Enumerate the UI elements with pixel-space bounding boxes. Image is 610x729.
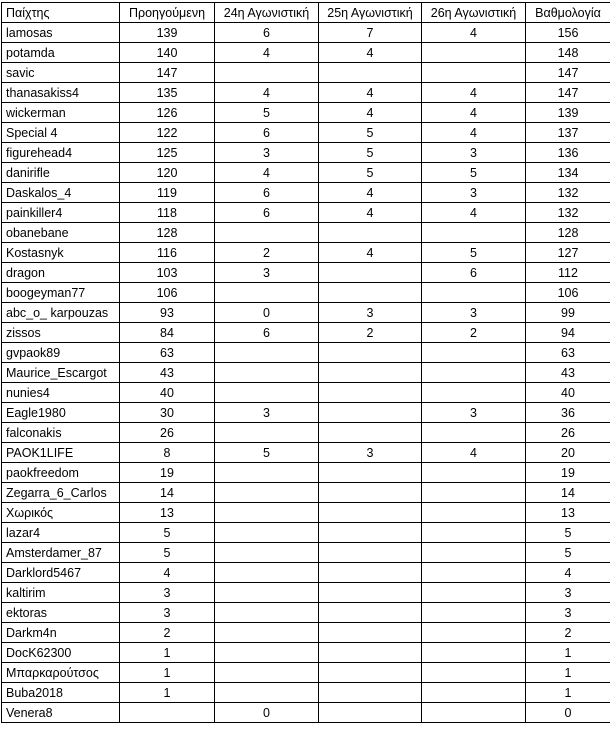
player-cell: Χωρικός bbox=[2, 503, 120, 523]
previous-cell: 120 bbox=[120, 163, 215, 183]
table-row bbox=[2, 103, 610, 123]
round-25-cell bbox=[319, 463, 422, 483]
score-cell: 5 bbox=[526, 543, 610, 563]
round-26-cell: 4 bbox=[422, 443, 526, 463]
table-row bbox=[2, 663, 610, 683]
table-row bbox=[2, 403, 610, 423]
round-25-cell: 4 bbox=[319, 83, 422, 103]
player-cell: wickerman bbox=[2, 103, 120, 123]
previous-cell: 1 bbox=[120, 683, 215, 703]
previous-cell: 125 bbox=[120, 143, 215, 163]
player-cell: Darklord5467 bbox=[2, 563, 120, 583]
round-24-cell bbox=[215, 583, 319, 603]
round-26-cell bbox=[422, 683, 526, 703]
previous-cell: 5 bbox=[120, 543, 215, 563]
round-26-cell: 3 bbox=[422, 403, 526, 423]
round-26-cell bbox=[422, 563, 526, 583]
player-cell: dragon bbox=[2, 263, 120, 283]
score-cell: 20 bbox=[526, 443, 610, 463]
previous-cell: 119 bbox=[120, 183, 215, 203]
score-cell: 40 bbox=[526, 383, 610, 403]
round-25-cell bbox=[319, 403, 422, 423]
player-cell: savic bbox=[2, 63, 120, 83]
round-26-cell bbox=[422, 423, 526, 443]
previous-cell: 147 bbox=[120, 63, 215, 83]
round-24-cell: 3 bbox=[215, 263, 319, 283]
round-25-cell: 2 bbox=[319, 323, 422, 343]
player-cell: lamosas bbox=[2, 23, 120, 43]
score-cell: 1 bbox=[526, 643, 610, 663]
score-cell: 137 bbox=[526, 123, 610, 143]
score-cell: 147 bbox=[526, 63, 610, 83]
round-24-cell: 6 bbox=[215, 123, 319, 143]
round-24-cell: 4 bbox=[215, 163, 319, 183]
round-26-cell: 4 bbox=[422, 123, 526, 143]
table-row bbox=[2, 623, 610, 643]
header-score: Βαθμολογία bbox=[526, 3, 610, 23]
player-cell: zissos bbox=[2, 323, 120, 343]
round-24-cell bbox=[215, 423, 319, 443]
table-row bbox=[2, 203, 610, 223]
score-cell: 99 bbox=[526, 303, 610, 323]
round-25-cell bbox=[319, 703, 422, 723]
round-26-cell bbox=[422, 523, 526, 543]
header-round-24: 24η Αγωνιστική bbox=[215, 3, 319, 23]
score-cell: 127 bbox=[526, 243, 610, 263]
round-26-cell bbox=[422, 383, 526, 403]
player-cell: Special 4 bbox=[2, 123, 120, 143]
player-cell: Buba2018 bbox=[2, 683, 120, 703]
header-round-25: 25η Αγωνιστική bbox=[319, 3, 422, 23]
table-row bbox=[2, 483, 610, 503]
round-25-cell: 4 bbox=[319, 103, 422, 123]
round-25-cell bbox=[319, 383, 422, 403]
player-cell: falconakis bbox=[2, 423, 120, 443]
previous-cell: 14 bbox=[120, 483, 215, 503]
player-cell: gvpaok89 bbox=[2, 343, 120, 363]
round-24-cell bbox=[215, 343, 319, 363]
score-cell: 5 bbox=[526, 523, 610, 543]
previous-cell: 139 bbox=[120, 23, 215, 43]
table-row bbox=[2, 603, 610, 623]
round-26-cell bbox=[422, 463, 526, 483]
previous-cell: 103 bbox=[120, 263, 215, 283]
round-24-cell: 4 bbox=[215, 83, 319, 103]
round-24-cell: 0 bbox=[215, 703, 319, 723]
previous-cell: 140 bbox=[120, 43, 215, 63]
previous-cell: 3 bbox=[120, 583, 215, 603]
player-cell: paokfreedom bbox=[2, 463, 120, 483]
table-row bbox=[2, 563, 610, 583]
round-25-cell: 5 bbox=[319, 143, 422, 163]
player-cell: Eagle1980 bbox=[2, 403, 120, 423]
table-row bbox=[2, 583, 610, 603]
player-cell: nunies4 bbox=[2, 383, 120, 403]
round-25-cell bbox=[319, 663, 422, 683]
round-26-cell bbox=[422, 43, 526, 63]
table-row bbox=[2, 23, 610, 43]
score-cell: 4 bbox=[526, 563, 610, 583]
round-24-cell bbox=[215, 603, 319, 623]
previous-cell: 13 bbox=[120, 503, 215, 523]
round-24-cell: 6 bbox=[215, 183, 319, 203]
table-body bbox=[2, 23, 610, 723]
round-24-cell bbox=[215, 63, 319, 83]
player-cell: Zegarra_6_Carlos bbox=[2, 483, 120, 503]
round-25-cell bbox=[319, 543, 422, 563]
score-cell: 3 bbox=[526, 583, 610, 603]
round-26-cell: 3 bbox=[422, 143, 526, 163]
score-cell: 132 bbox=[526, 183, 610, 203]
score-cell: 3 bbox=[526, 603, 610, 623]
player-cell: PAOK1LIFE bbox=[2, 443, 120, 463]
score-cell: 14 bbox=[526, 483, 610, 503]
round-24-cell: 0 bbox=[215, 303, 319, 323]
player-cell: boogeyman77 bbox=[2, 283, 120, 303]
round-25-cell: 4 bbox=[319, 183, 422, 203]
round-26-cell bbox=[422, 703, 526, 723]
previous-cell: 106 bbox=[120, 283, 215, 303]
round-26-cell bbox=[422, 343, 526, 363]
score-cell: 106 bbox=[526, 283, 610, 303]
round-24-cell bbox=[215, 463, 319, 483]
round-24-cell bbox=[215, 223, 319, 243]
round-24-cell bbox=[215, 383, 319, 403]
previous-cell: 93 bbox=[120, 303, 215, 323]
previous-cell: 63 bbox=[120, 343, 215, 363]
table-row bbox=[2, 263, 610, 283]
previous-cell: 1 bbox=[120, 643, 215, 663]
round-24-cell bbox=[215, 363, 319, 383]
round-25-cell bbox=[319, 583, 422, 603]
table-row bbox=[2, 463, 610, 483]
round-26-cell bbox=[422, 283, 526, 303]
round-26-cell: 3 bbox=[422, 183, 526, 203]
round-25-cell: 4 bbox=[319, 243, 422, 263]
round-24-cell bbox=[215, 643, 319, 663]
previous-cell: 116 bbox=[120, 243, 215, 263]
score-cell: 112 bbox=[526, 263, 610, 283]
score-cell: 139 bbox=[526, 103, 610, 123]
round-26-cell: 3 bbox=[422, 303, 526, 323]
round-24-cell bbox=[215, 683, 319, 703]
round-26-cell: 6 bbox=[422, 263, 526, 283]
player-cell: Amsterdamer_87 bbox=[2, 543, 120, 563]
header-player: Παίχτης bbox=[2, 3, 120, 23]
round-24-cell bbox=[215, 283, 319, 303]
previous-cell: 3 bbox=[120, 603, 215, 623]
previous-cell: 1 bbox=[120, 663, 215, 683]
table-row bbox=[2, 703, 610, 723]
player-cell: Venera8 bbox=[2, 703, 120, 723]
score-cell: 128 bbox=[526, 223, 610, 243]
round-26-cell bbox=[422, 63, 526, 83]
table-row bbox=[2, 383, 610, 403]
table-row bbox=[2, 423, 610, 443]
round-25-cell: 5 bbox=[319, 123, 422, 143]
round-25-cell bbox=[319, 503, 422, 523]
table-row bbox=[2, 123, 610, 143]
previous-cell: 43 bbox=[120, 363, 215, 383]
player-cell: DocK62300 bbox=[2, 643, 120, 663]
previous-cell: 5 bbox=[120, 523, 215, 543]
round-24-cell: 6 bbox=[215, 23, 319, 43]
round-24-cell: 3 bbox=[215, 143, 319, 163]
round-26-cell bbox=[422, 583, 526, 603]
round-26-cell: 4 bbox=[422, 23, 526, 43]
table-row bbox=[2, 143, 610, 163]
round-25-cell: 3 bbox=[319, 443, 422, 463]
round-26-cell bbox=[422, 363, 526, 383]
previous-cell: 118 bbox=[120, 203, 215, 223]
player-cell: obanebane bbox=[2, 223, 120, 243]
player-cell: Μπαρκαρούτσος bbox=[2, 663, 120, 683]
score-cell: 26 bbox=[526, 423, 610, 443]
round-26-cell bbox=[422, 603, 526, 623]
previous-cell: 126 bbox=[120, 103, 215, 123]
score-cell: 156 bbox=[526, 23, 610, 43]
round-25-cell bbox=[319, 563, 422, 583]
round-25-cell bbox=[319, 643, 422, 663]
round-26-cell: 5 bbox=[422, 243, 526, 263]
round-24-cell: 2 bbox=[215, 243, 319, 263]
round-26-cell bbox=[422, 543, 526, 563]
table-row bbox=[2, 63, 610, 83]
table-row bbox=[2, 503, 610, 523]
round-26-cell: 4 bbox=[422, 103, 526, 123]
round-25-cell: 5 bbox=[319, 163, 422, 183]
previous-cell: 19 bbox=[120, 463, 215, 483]
round-24-cell bbox=[215, 623, 319, 643]
player-cell: potamda bbox=[2, 43, 120, 63]
round-24-cell bbox=[215, 483, 319, 503]
score-cell: 132 bbox=[526, 203, 610, 223]
round-26-cell: 2 bbox=[422, 323, 526, 343]
round-25-cell: 7 bbox=[319, 23, 422, 43]
round-25-cell: 4 bbox=[319, 43, 422, 63]
previous-cell: 122 bbox=[120, 123, 215, 143]
round-25-cell bbox=[319, 223, 422, 243]
table-row bbox=[2, 543, 610, 563]
round-24-cell bbox=[215, 663, 319, 683]
round-25-cell bbox=[319, 63, 422, 83]
player-cell: kaltirim bbox=[2, 583, 120, 603]
round-24-cell: 3 bbox=[215, 403, 319, 423]
score-cell: 1 bbox=[526, 663, 610, 683]
round-25-cell bbox=[319, 283, 422, 303]
previous-cell: 135 bbox=[120, 83, 215, 103]
score-cell: 2 bbox=[526, 623, 610, 643]
table-row bbox=[2, 323, 610, 343]
round-25-cell bbox=[319, 623, 422, 643]
round-25-cell bbox=[319, 483, 422, 503]
previous-cell: 84 bbox=[120, 323, 215, 343]
player-cell: Kostasnyk bbox=[2, 243, 120, 263]
table-row bbox=[2, 163, 610, 183]
previous-cell: 8 bbox=[120, 443, 215, 463]
header-previous: Προηγούμενη bbox=[120, 3, 215, 23]
round-24-cell bbox=[215, 543, 319, 563]
table-row bbox=[2, 683, 610, 703]
round-26-cell bbox=[422, 643, 526, 663]
score-cell: 63 bbox=[526, 343, 610, 363]
round-25-cell bbox=[319, 603, 422, 623]
table-row bbox=[2, 363, 610, 383]
table-row bbox=[2, 83, 610, 103]
round-24-cell: 5 bbox=[215, 103, 319, 123]
round-26-cell bbox=[422, 223, 526, 243]
score-cell: 1 bbox=[526, 683, 610, 703]
table-row bbox=[2, 183, 610, 203]
player-cell: ektoras bbox=[2, 603, 120, 623]
round-25-cell: 4 bbox=[319, 203, 422, 223]
table-row bbox=[2, 43, 610, 63]
header-round-26: 26η Αγωνιστική bbox=[422, 3, 526, 23]
round-26-cell bbox=[422, 663, 526, 683]
round-24-cell bbox=[215, 503, 319, 523]
table-row bbox=[2, 523, 610, 543]
round-25-cell bbox=[319, 683, 422, 703]
round-25-cell bbox=[319, 423, 422, 443]
table-row bbox=[2, 343, 610, 363]
previous-cell bbox=[120, 703, 215, 723]
round-24-cell bbox=[215, 563, 319, 583]
score-cell: 43 bbox=[526, 363, 610, 383]
player-cell: figurehead4 bbox=[2, 143, 120, 163]
score-cell: 148 bbox=[526, 43, 610, 63]
player-cell: Maurice_Escargot bbox=[2, 363, 120, 383]
table-row bbox=[2, 283, 610, 303]
previous-cell: 4 bbox=[120, 563, 215, 583]
header-row bbox=[2, 3, 610, 23]
player-cell: painkiller4 bbox=[2, 203, 120, 223]
round-25-cell bbox=[319, 343, 422, 363]
player-cell: abc_o_ karpouzas bbox=[2, 303, 120, 323]
round-25-cell bbox=[319, 523, 422, 543]
round-25-cell bbox=[319, 363, 422, 383]
table-row bbox=[2, 223, 610, 243]
round-26-cell: 4 bbox=[422, 203, 526, 223]
player-cell: danirifle bbox=[2, 163, 120, 183]
score-cell: 13 bbox=[526, 503, 610, 523]
table-row bbox=[2, 643, 610, 663]
player-cell: Daskalos_4 bbox=[2, 183, 120, 203]
round-25-cell: 3 bbox=[319, 303, 422, 323]
score-cell: 36 bbox=[526, 403, 610, 423]
round-26-cell bbox=[422, 483, 526, 503]
player-cell: thanasakiss4 bbox=[2, 83, 120, 103]
score-cell: 147 bbox=[526, 83, 610, 103]
player-cell: lazar4 bbox=[2, 523, 120, 543]
score-cell: 94 bbox=[526, 323, 610, 343]
round-26-cell: 5 bbox=[422, 163, 526, 183]
table-row bbox=[2, 303, 610, 323]
round-26-cell: 4 bbox=[422, 83, 526, 103]
previous-cell: 30 bbox=[120, 403, 215, 423]
player-cell: Darkm4n bbox=[2, 623, 120, 643]
previous-cell: 26 bbox=[120, 423, 215, 443]
table-row bbox=[2, 243, 610, 263]
round-24-cell: 6 bbox=[215, 203, 319, 223]
previous-cell: 128 bbox=[120, 223, 215, 243]
round-24-cell: 4 bbox=[215, 43, 319, 63]
score-cell: 0 bbox=[526, 703, 610, 723]
table-row bbox=[2, 443, 610, 463]
previous-cell: 2 bbox=[120, 623, 215, 643]
round-24-cell bbox=[215, 523, 319, 543]
score-cell: 136 bbox=[526, 143, 610, 163]
standings-table bbox=[1, 2, 610, 723]
round-24-cell: 5 bbox=[215, 443, 319, 463]
previous-cell: 40 bbox=[120, 383, 215, 403]
score-cell: 19 bbox=[526, 463, 610, 483]
round-25-cell bbox=[319, 263, 422, 283]
score-cell: 134 bbox=[526, 163, 610, 183]
round-26-cell bbox=[422, 503, 526, 523]
round-24-cell: 6 bbox=[215, 323, 319, 343]
round-26-cell bbox=[422, 623, 526, 643]
